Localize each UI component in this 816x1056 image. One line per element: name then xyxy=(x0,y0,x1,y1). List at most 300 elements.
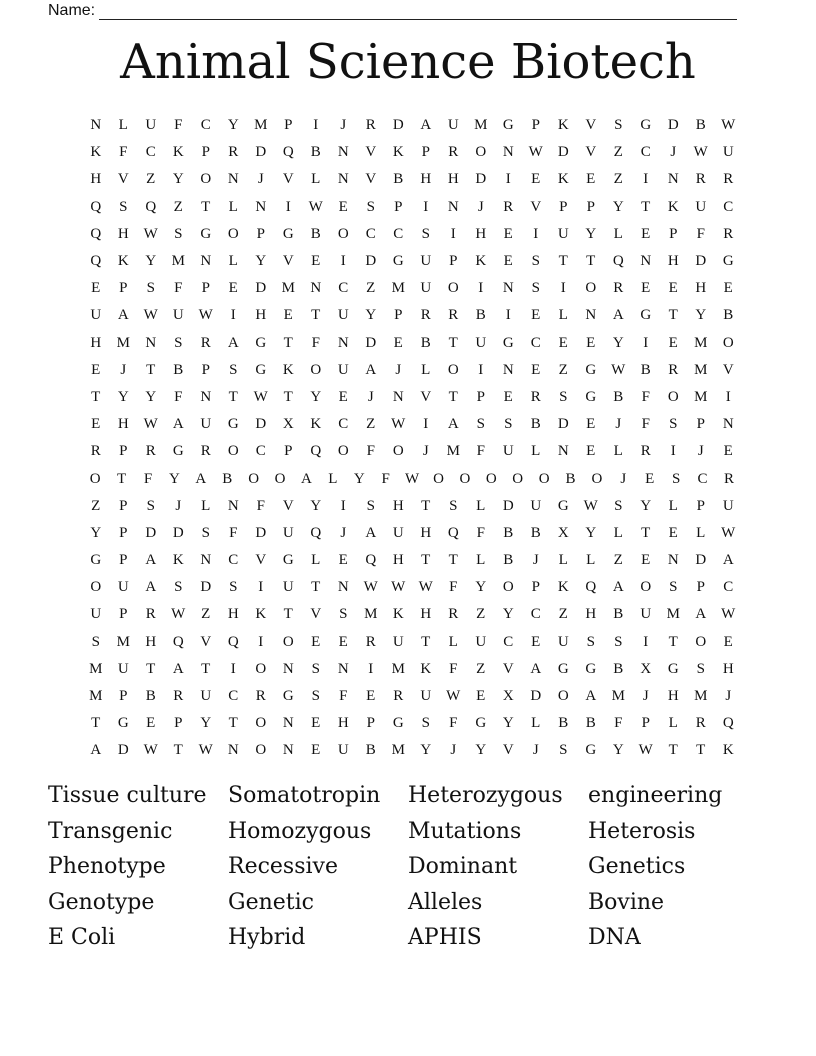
grid-letter[interactable]: C xyxy=(393,225,404,242)
grid-letter[interactable]: F xyxy=(614,715,623,732)
grid-letter[interactable]: Y xyxy=(172,171,184,188)
grid-letter[interactable]: N xyxy=(337,579,349,596)
grid-letter[interactable]: E xyxy=(586,171,596,188)
grid-letter[interactable]: A xyxy=(612,579,624,596)
grid-letter[interactable]: R xyxy=(365,117,376,134)
grid-letter[interactable]: K xyxy=(722,742,734,759)
grid-letter[interactable]: B xyxy=(310,144,321,161)
grid-letter[interactable]: Z xyxy=(613,552,623,569)
grid-letter[interactable]: J xyxy=(532,552,539,569)
grid-letter[interactable]: G xyxy=(282,552,294,569)
grid-letter[interactable]: N xyxy=(337,171,349,188)
grid-letter[interactable]: D xyxy=(695,552,707,569)
grid-letter[interactable]: O xyxy=(585,280,597,297)
grid-letter[interactable]: C xyxy=(365,225,376,242)
grid-letter[interactable]: O xyxy=(475,144,487,161)
grid-letter[interactable]: A xyxy=(195,470,207,487)
grid-letter[interactable]: I xyxy=(230,660,236,677)
grid-letter[interactable]: U xyxy=(420,253,432,270)
grid-letter[interactable]: M xyxy=(694,388,708,405)
grid-letter[interactable]: Y xyxy=(310,388,322,405)
grid-letter[interactable]: D xyxy=(255,524,267,541)
grid-letter[interactable]: N xyxy=(502,280,514,297)
grid-letter[interactable]: S xyxy=(669,579,678,596)
grid-letter[interactable]: P xyxy=(394,198,403,215)
grid-letter[interactable]: I xyxy=(313,117,319,134)
grid-letter[interactable]: H xyxy=(227,606,239,623)
grid-letter[interactable]: Q xyxy=(310,524,322,541)
grid-letter[interactable]: E xyxy=(338,198,348,215)
grid-letter[interactable]: M xyxy=(694,688,708,705)
grid-letter[interactable]: G xyxy=(585,742,597,759)
grid-letter[interactable]: S xyxy=(146,497,155,514)
grid-letter[interactable]: O xyxy=(337,225,349,242)
grid-letter[interactable]: E xyxy=(668,280,678,297)
grid-letter[interactable]: M xyxy=(611,688,625,705)
grid-letter[interactable]: P xyxy=(449,253,458,270)
grid-letter[interactable]: L xyxy=(228,253,238,270)
grid-letter[interactable]: I xyxy=(340,497,346,514)
grid-letter[interactable]: S xyxy=(449,497,458,514)
grid-letter[interactable]: U xyxy=(722,497,734,514)
grid-letter[interactable]: H xyxy=(420,524,432,541)
grid-letter[interactable]: U xyxy=(640,606,652,623)
grid-letter[interactable]: G xyxy=(557,497,569,514)
grid-letter[interactable]: M xyxy=(446,443,460,460)
grid-letter[interactable]: M xyxy=(364,606,378,623)
grid-letter[interactable]: Y xyxy=(612,198,624,215)
grid-letter[interactable]: O xyxy=(282,633,294,650)
grid-letter[interactable]: K xyxy=(172,144,184,161)
grid-letter[interactable]: E xyxy=(311,715,321,732)
grid-letter[interactable]: P xyxy=(696,579,705,596)
grid-letter[interactable]: A xyxy=(301,470,312,487)
grid-letter[interactable]: O xyxy=(90,579,102,596)
grid-letter[interactable]: C xyxy=(200,117,211,134)
grid-letter[interactable]: K xyxy=(557,171,569,188)
grid-letter[interactable]: Q xyxy=(145,198,157,215)
grid-letter[interactable]: E xyxy=(723,280,733,297)
grid-letter[interactable]: Z xyxy=(366,416,376,433)
grid-letter[interactable]: Y xyxy=(475,742,487,759)
grid-letter[interactable]: Z xyxy=(91,497,101,514)
grid-letter[interactable]: P xyxy=(421,144,430,161)
grid-letter[interactable]: N xyxy=(282,660,294,677)
grid-letter[interactable]: U xyxy=(337,307,349,324)
grid-letter[interactable]: J xyxy=(450,742,457,759)
grid-letter[interactable]: C xyxy=(338,280,349,297)
grid-letter[interactable]: I xyxy=(533,225,539,242)
grid-letter[interactable]: M xyxy=(116,334,130,351)
grid-letter[interactable]: E xyxy=(476,688,486,705)
grid-letter[interactable]: O xyxy=(447,280,459,297)
grid-letter[interactable]: S xyxy=(559,388,568,405)
grid-letter[interactable]: Q xyxy=(90,253,102,270)
grid-letter[interactable]: V xyxy=(365,171,377,188)
grid-letter[interactable]: O xyxy=(310,361,322,378)
grid-letter[interactable]: W xyxy=(308,198,323,215)
grid-letter[interactable]: G xyxy=(200,225,212,242)
grid-letter[interactable]: I xyxy=(340,253,346,270)
grid-letter[interactable]: J xyxy=(532,742,539,759)
grid-letter[interactable]: W xyxy=(391,416,406,433)
grid-letter[interactable]: F xyxy=(339,688,348,705)
grid-letter[interactable]: M xyxy=(474,117,488,134)
grid-letter[interactable]: C xyxy=(530,334,541,351)
grid-letter[interactable]: E xyxy=(586,334,596,351)
grid-letter[interactable]: Y xyxy=(169,470,180,487)
grid-letter[interactable]: C xyxy=(697,470,708,487)
grid-letter[interactable]: Q xyxy=(310,443,322,460)
grid-letter[interactable]: R xyxy=(200,443,211,460)
grid-letter[interactable]: F xyxy=(311,334,320,351)
grid-letter[interactable]: B xyxy=(585,715,596,732)
grid-letter[interactable]: B xyxy=(420,334,431,351)
grid-letter[interactable]: D xyxy=(557,416,569,433)
grid-letter[interactable]: W xyxy=(253,388,268,405)
grid-letter[interactable]: Z xyxy=(558,606,568,623)
grid-letter[interactable]: T xyxy=(228,388,238,405)
grid-letter[interactable]: Q xyxy=(585,579,597,596)
grid-letter[interactable]: M xyxy=(89,688,103,705)
grid-letter[interactable]: W xyxy=(611,361,626,378)
grid-letter[interactable]: U xyxy=(475,633,487,650)
grid-letter[interactable]: A xyxy=(117,307,129,324)
grid-letter[interactable]: P xyxy=(531,579,540,596)
grid-letter[interactable]: W xyxy=(143,416,158,433)
grid-letter[interactable]: N xyxy=(282,715,294,732)
grid-letter[interactable]: J xyxy=(670,144,677,161)
grid-letter[interactable]: D xyxy=(392,117,404,134)
grid-letter[interactable]: B xyxy=(565,470,576,487)
grid-letter[interactable]: N xyxy=(90,117,102,134)
grid-letter[interactable]: O xyxy=(640,579,652,596)
grid-letter[interactable]: I xyxy=(505,171,511,188)
grid-letter[interactable]: S xyxy=(229,579,238,596)
grid-letter[interactable]: W xyxy=(198,742,213,759)
grid-letter[interactable]: L xyxy=(558,307,568,324)
grid-letter[interactable]: B xyxy=(530,524,541,541)
grid-letter[interactable]: F xyxy=(449,715,458,732)
grid-letter[interactable]: I xyxy=(285,198,291,215)
grid-letter[interactable]: T xyxy=(448,388,458,405)
grid-letter[interactable]: N xyxy=(227,497,239,514)
grid-letter[interactable]: M xyxy=(116,633,130,650)
grid-letter[interactable]: E xyxy=(641,280,651,297)
grid-letter[interactable]: N xyxy=(337,334,349,351)
grid-letter[interactable]: I xyxy=(725,388,731,405)
grid-letter[interactable]: A xyxy=(172,660,184,677)
grid-letter[interactable]: S xyxy=(671,470,681,487)
grid-letter[interactable]: P xyxy=(119,443,128,460)
grid-letter[interactable]: J xyxy=(477,198,484,215)
grid-letter[interactable]: E xyxy=(91,361,101,378)
grid-letter[interactable]: Y xyxy=(227,117,239,134)
grid-letter[interactable]: V xyxy=(722,361,734,378)
grid-letter[interactable]: X xyxy=(557,524,569,541)
grid-letter[interactable]: F xyxy=(696,225,705,242)
grid-letter[interactable]: K xyxy=(117,253,129,270)
grid-letter[interactable]: W xyxy=(583,497,598,514)
grid-letter[interactable]: B xyxy=(310,225,321,242)
grid-letter[interactable]: H xyxy=(585,606,597,623)
grid-letter[interactable]: G xyxy=(502,117,514,134)
grid-letter[interactable]: Y xyxy=(365,307,377,324)
grid-letter[interactable]: M xyxy=(171,253,185,270)
grid-letter[interactable]: Y xyxy=(585,225,597,242)
grid-letter[interactable]: B xyxy=(475,307,486,324)
grid-letter[interactable]: K xyxy=(172,552,184,569)
grid-letter[interactable]: S xyxy=(421,715,430,732)
grid-letter[interactable]: T xyxy=(283,334,293,351)
grid-letter[interactable]: F xyxy=(174,117,183,134)
grid-letter[interactable]: Y xyxy=(145,253,157,270)
grid-letter[interactable]: L xyxy=(531,715,541,732)
grid-letter[interactable]: C xyxy=(228,552,239,569)
grid-letter[interactable]: V xyxy=(420,388,432,405)
grid-letter[interactable]: P xyxy=(119,497,128,514)
grid-letter[interactable]: O xyxy=(502,579,514,596)
grid-letter[interactable]: L xyxy=(118,117,128,134)
grid-letter[interactable]: Y xyxy=(475,579,487,596)
grid-letter[interactable]: T xyxy=(421,497,431,514)
grid-letter[interactable]: G xyxy=(640,307,652,324)
grid-letter[interactable]: E xyxy=(393,334,403,351)
grid-letter[interactable]: C xyxy=(503,633,514,650)
grid-letter[interactable]: P xyxy=(394,307,403,324)
grid-letter[interactable]: E xyxy=(366,688,376,705)
grid-letter[interactable]: F xyxy=(641,388,650,405)
grid-letter[interactable]: H xyxy=(695,280,707,297)
grid-letter[interactable]: H xyxy=(392,552,404,569)
grid-letter[interactable]: B xyxy=(640,361,651,378)
grid-letter[interactable]: B xyxy=(145,688,156,705)
grid-letter[interactable]: L xyxy=(311,171,321,188)
grid-letter[interactable]: Y xyxy=(90,524,102,541)
grid-letter[interactable]: L xyxy=(696,524,706,541)
grid-letter[interactable]: U xyxy=(530,497,542,514)
grid-letter[interactable]: N xyxy=(392,388,404,405)
grid-letter[interactable]: Q xyxy=(172,633,184,650)
grid-letter[interactable]: H xyxy=(90,334,102,351)
grid-letter[interactable]: O xyxy=(255,742,267,759)
grid-letter[interactable]: U xyxy=(502,443,514,460)
grid-letter[interactable]: S xyxy=(614,117,623,134)
grid-letter[interactable]: T xyxy=(311,307,321,324)
grid-letter[interactable]: E xyxy=(558,334,568,351)
grid-letter[interactable]: J xyxy=(697,443,704,460)
grid-letter[interactable]: V xyxy=(585,144,597,161)
grid-letter[interactable]: W xyxy=(638,742,653,759)
grid-letter[interactable]: S xyxy=(586,633,595,650)
grid-letter[interactable]: V xyxy=(117,171,129,188)
grid-letter[interactable]: W xyxy=(363,579,378,596)
grid-letter[interactable]: E xyxy=(531,307,541,324)
grid-letter[interactable]: R xyxy=(448,144,459,161)
grid-letter[interactable]: C xyxy=(530,606,541,623)
grid-letter[interactable]: Z xyxy=(613,144,623,161)
grid-letter[interactable]: E xyxy=(91,280,101,297)
grid-letter[interactable]: U xyxy=(337,361,349,378)
grid-letter[interactable]: U xyxy=(117,660,129,677)
grid-letter[interactable]: F xyxy=(476,443,485,460)
grid-letter[interactable]: A xyxy=(172,416,184,433)
grid-letter[interactable]: C xyxy=(145,144,156,161)
grid-letter[interactable]: E xyxy=(503,225,513,242)
grid-letter[interactable]: I xyxy=(230,307,236,324)
grid-letter[interactable]: E xyxy=(723,443,733,460)
grid-letter[interactable]: Q xyxy=(447,524,459,541)
grid-letter[interactable]: L xyxy=(668,715,678,732)
grid-letter[interactable]: E xyxy=(311,742,321,759)
grid-letter[interactable]: S xyxy=(339,606,348,623)
grid-letter[interactable]: A xyxy=(420,117,432,134)
grid-letter[interactable]: A xyxy=(145,552,157,569)
grid-letter[interactable]: E xyxy=(641,552,651,569)
grid-letter[interactable]: S xyxy=(174,225,183,242)
grid-letter[interactable]: M xyxy=(391,280,405,297)
grid-letter[interactable]: F xyxy=(381,470,390,487)
grid-letter[interactable]: M xyxy=(254,117,268,134)
grid-letter[interactable]: G xyxy=(585,388,597,405)
grid-letter[interactable]: S xyxy=(421,225,430,242)
grid-letter[interactable]: P xyxy=(201,280,210,297)
grid-letter[interactable]: H xyxy=(420,606,432,623)
grid-letter[interactable]: E xyxy=(503,388,513,405)
grid-letter[interactable]: J xyxy=(642,688,649,705)
grid-letter[interactable]: U xyxy=(420,688,432,705)
grid-letter[interactable]: Y xyxy=(255,253,267,270)
grid-letter[interactable]: L xyxy=(476,552,486,569)
grid-letter[interactable]: T xyxy=(311,579,321,596)
grid-letter[interactable]: L xyxy=(228,198,238,215)
grid-letter[interactable]: S xyxy=(229,361,238,378)
grid-letter[interactable]: T xyxy=(641,524,651,541)
grid-letter[interactable]: Y xyxy=(145,388,157,405)
grid-letter[interactable]: H xyxy=(117,416,129,433)
grid-letter[interactable]: S xyxy=(146,280,155,297)
grid-letter[interactable]: U xyxy=(90,307,102,324)
grid-letter[interactable]: H xyxy=(667,688,679,705)
grid-letter[interactable]: N xyxy=(282,742,294,759)
grid-letter[interactable]: U xyxy=(420,280,432,297)
grid-letter[interactable]: T xyxy=(421,633,431,650)
grid-letter[interactable]: L xyxy=(201,497,211,514)
grid-letter[interactable]: D xyxy=(695,253,707,270)
grid-letter[interactable]: T xyxy=(668,633,678,650)
grid-letter[interactable]: H xyxy=(117,225,129,242)
name-blank-line[interactable] xyxy=(99,5,737,20)
grid-letter[interactable]: K xyxy=(310,416,322,433)
grid-letter[interactable]: P xyxy=(119,688,128,705)
grid-letter[interactable]: F xyxy=(449,660,458,677)
grid-letter[interactable]: E xyxy=(228,280,238,297)
grid-letter[interactable]: D xyxy=(557,144,569,161)
grid-letter[interactable]: W xyxy=(143,307,158,324)
grid-letter[interactable]: I xyxy=(258,579,264,596)
grid-letter[interactable]: I xyxy=(478,280,484,297)
grid-letter[interactable]: N xyxy=(585,307,597,324)
grid-letter[interactable]: S xyxy=(531,280,540,297)
grid-letter[interactable]: X xyxy=(502,688,514,705)
grid-letter[interactable]: P xyxy=(696,416,705,433)
grid-letter[interactable]: P xyxy=(641,715,650,732)
grid-letter[interactable]: N xyxy=(200,388,212,405)
grid-letter[interactable]: D xyxy=(255,416,267,433)
grid-letter[interactable]: R xyxy=(723,171,734,188)
grid-letter[interactable]: H xyxy=(255,307,267,324)
grid-letter[interactable]: L xyxy=(613,443,623,460)
grid-letter[interactable]: B xyxy=(222,470,233,487)
grid-letter[interactable]: O xyxy=(722,334,734,351)
grid-letter[interactable]: U xyxy=(475,334,487,351)
grid-letter[interactable]: B xyxy=(393,171,404,188)
grid-letter[interactable]: O xyxy=(695,633,707,650)
grid-letter[interactable]: A xyxy=(227,334,239,351)
grid-letter[interactable]: Q xyxy=(365,552,377,569)
grid-letter[interactable]: G xyxy=(255,361,267,378)
grid-letter[interactable]: G xyxy=(640,117,652,134)
grid-letter[interactable]: O xyxy=(392,443,404,460)
grid-letter[interactable]: V xyxy=(200,633,212,650)
grid-letter[interactable]: L xyxy=(476,497,486,514)
grid-letter[interactable]: E xyxy=(586,443,596,460)
grid-letter[interactable]: M xyxy=(666,606,680,623)
grid-letter[interactable]: N xyxy=(640,253,652,270)
grid-letter[interactable]: M xyxy=(694,361,708,378)
grid-letter[interactable]: L xyxy=(613,524,623,541)
grid-letter[interactable]: T xyxy=(586,253,596,270)
grid-letter[interactable]: L xyxy=(421,361,431,378)
grid-letter[interactable]: O xyxy=(459,470,471,487)
grid-letter[interactable]: U xyxy=(392,524,404,541)
grid-letter[interactable]: D xyxy=(255,280,267,297)
grid-letter[interactable]: X xyxy=(282,416,294,433)
grid-letter[interactable]: O xyxy=(512,470,524,487)
grid-letter[interactable]: H xyxy=(337,715,349,732)
grid-letter[interactable]: F xyxy=(476,524,485,541)
grid-letter[interactable]: T xyxy=(283,388,293,405)
grid-letter[interactable]: U xyxy=(722,144,734,161)
grid-letter[interactable]: O xyxy=(337,443,349,460)
grid-letter[interactable]: O xyxy=(227,225,239,242)
grid-letter[interactable]: J xyxy=(340,117,347,134)
grid-letter[interactable]: A xyxy=(722,552,734,569)
grid-letter[interactable]: T xyxy=(146,660,156,677)
grid-letter[interactable]: G xyxy=(282,688,294,705)
grid-letter[interactable]: A xyxy=(365,361,377,378)
grid-letter[interactable]: P xyxy=(669,225,678,242)
grid-letter[interactable]: S xyxy=(559,742,568,759)
grid-letter[interactable]: S xyxy=(174,579,183,596)
grid-letter[interactable]: F xyxy=(449,579,458,596)
grid-letter[interactable]: L xyxy=(613,225,623,242)
grid-letter[interactable]: Y xyxy=(612,742,624,759)
grid-letter[interactable]: T xyxy=(117,470,127,487)
grid-letter[interactable]: I xyxy=(368,660,374,677)
grid-letter[interactable]: T xyxy=(173,742,183,759)
grid-letter[interactable]: L xyxy=(448,633,458,650)
grid-letter[interactable]: M xyxy=(89,660,103,677)
grid-letter[interactable]: U xyxy=(200,688,212,705)
grid-letter[interactable]: W xyxy=(404,470,420,487)
grid-letter[interactable]: S xyxy=(311,688,320,705)
grid-letter[interactable]: R xyxy=(145,443,156,460)
grid-letter[interactable]: T xyxy=(91,715,101,732)
grid-letter[interactable]: G xyxy=(722,253,734,270)
grid-letter[interactable]: A xyxy=(612,307,624,324)
grid-letter[interactable]: O xyxy=(667,388,679,405)
